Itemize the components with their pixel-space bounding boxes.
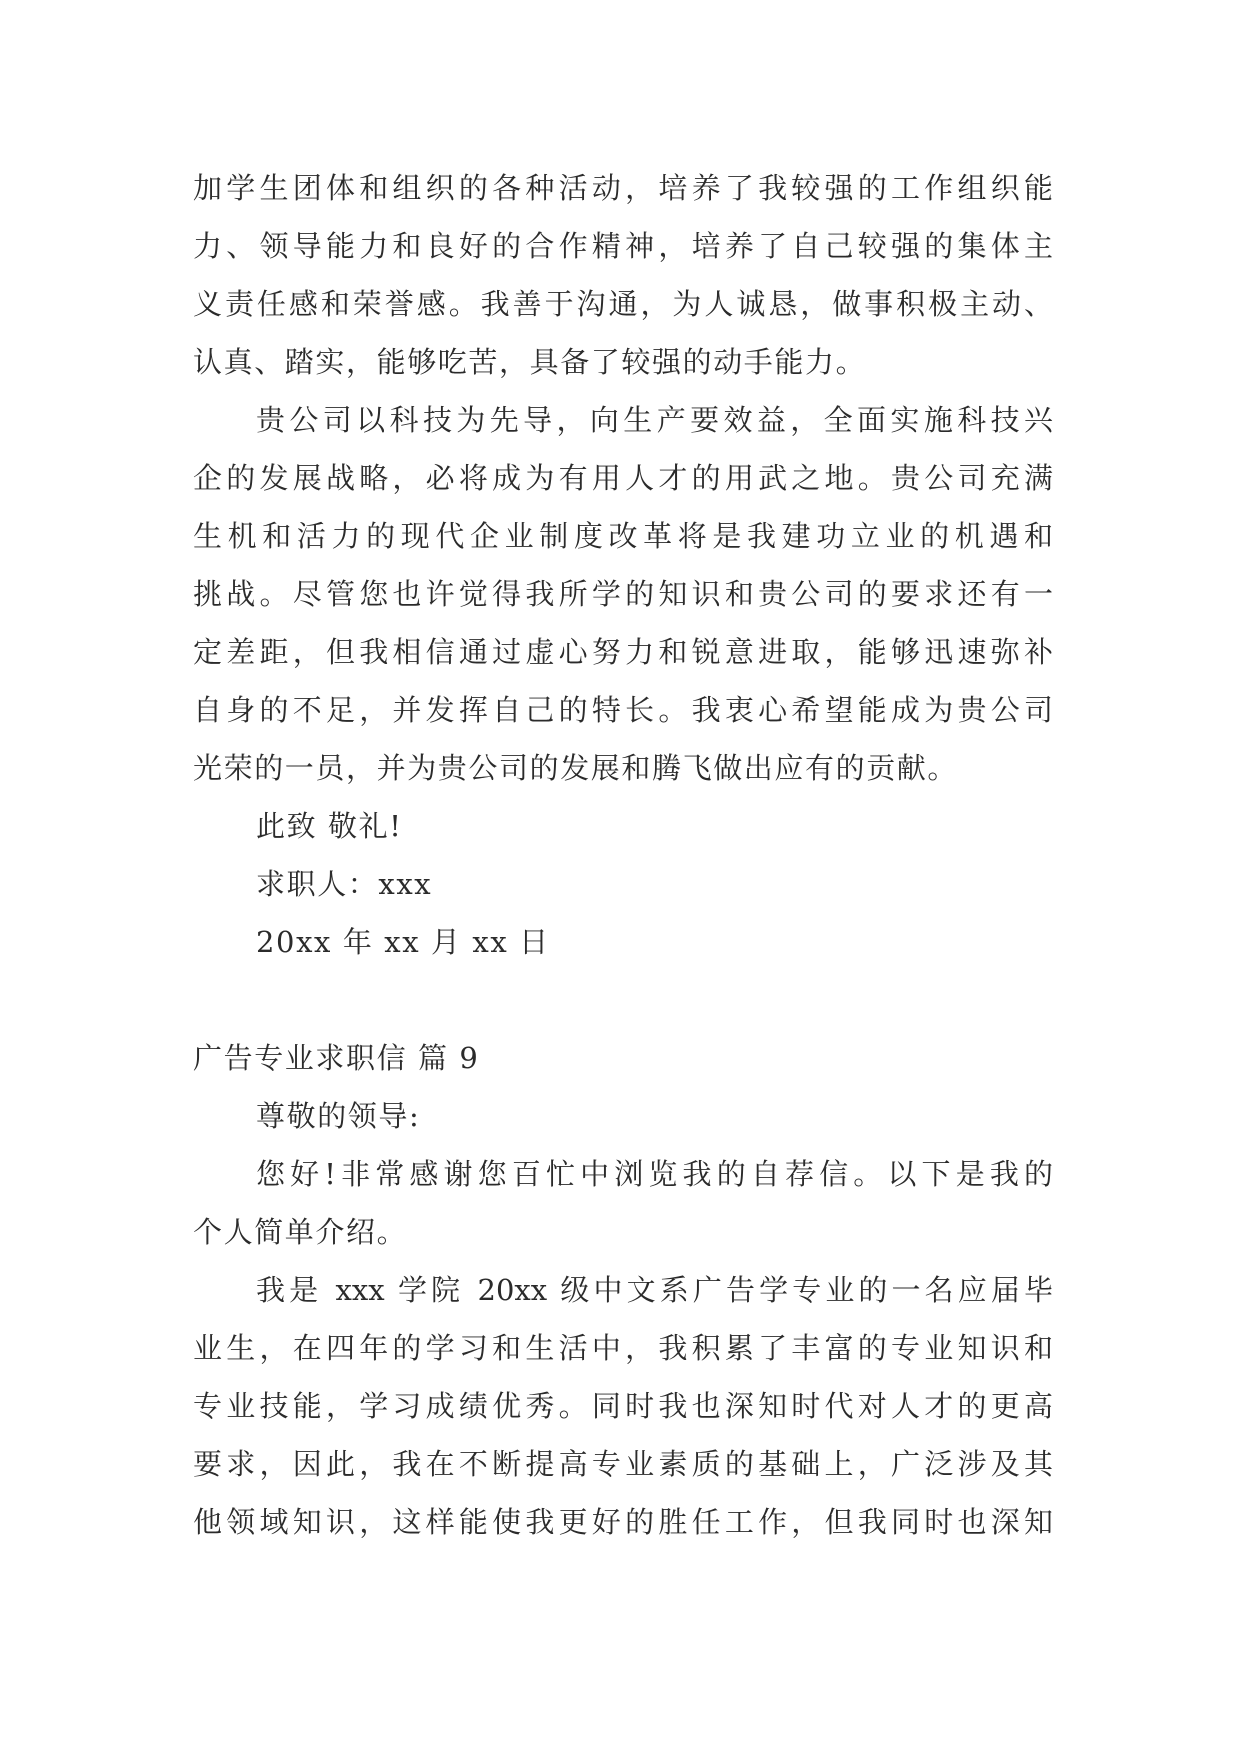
paragraph-line: 认真、踏实，能够吃苦，具备了较强的动手能力。 <box>193 345 867 379</box>
paragraph-line: 我是 xxx 学院 20xx 级中文系广告学专业的一名应届毕 <box>256 1273 1053 1307</box>
paragraph-line: 生机和活力的现代企业制度改革将是我建功立业的机遇和 <box>193 519 1053 553</box>
paragraph-line: 力、领导能力和良好的合作精神，培养了自己较强的集体主 <box>193 229 1053 263</box>
paragraph-line: 要求，因此，我在不断提高专业素质的基础上，广泛涉及其 <box>193 1447 1053 1481</box>
paragraph-line: 业生，在四年的学习和生活中，我积累了丰富的专业知识和 <box>193 1331 1053 1365</box>
paragraph-line: 企的发展战略，必将成为有用人才的用武之地。贵公司充满 <box>193 461 1053 495</box>
paragraph-line: 您好!非常感谢您百忙中浏览我的自荐信。以下是我的 <box>256 1157 1053 1191</box>
date-text: 20xx 年 xx 月 xx 日 <box>256 925 550 959</box>
paragraph-line: 自身的不足，并发挥自己的特长。我衷心希望能成为贵公司 <box>193 693 1053 727</box>
paragraph-line: 挑战。尽管您也许觉得我所学的知识和贵公司的要求还有一 <box>193 577 1053 611</box>
paragraph-line: 加学生团体和组织的各种活动，培养了我较强的工作组织能 <box>193 171 1053 205</box>
paragraph-line: 贵公司以科技为先导，向生产要效益，全面实施科技兴 <box>256 403 1053 437</box>
paragraph-line: 专业技能，学习成绩优秀。同时我也深知时代对人才的更高 <box>193 1389 1053 1423</box>
paragraph-line: 个人简单介绍。 <box>193 1215 408 1249</box>
closing-text: 此致 敬礼! <box>256 809 403 843</box>
paragraph-line: 他领域知识，这样能使我更好的胜任工作，但我同时也深知 <box>193 1505 1053 1539</box>
salutation-text: 尊敬的领导: <box>256 1099 421 1133</box>
paragraph-line: 光荣的一员，并为贵公司的发展和腾飞做出应有的贡献。 <box>193 751 959 785</box>
section-title: 广告专业求职信 篇 9 <box>193 1041 480 1075</box>
paragraph-line: 定差距，但我相信通过虚心努力和锐意进取，能够迅速弥补 <box>193 635 1053 669</box>
signature-text: 求职人：xxx <box>256 867 433 901</box>
paragraph-line: 义责任感和荣誉感。我善于沟通，为人诚恳，做事积极主动、 <box>193 287 1053 321</box>
